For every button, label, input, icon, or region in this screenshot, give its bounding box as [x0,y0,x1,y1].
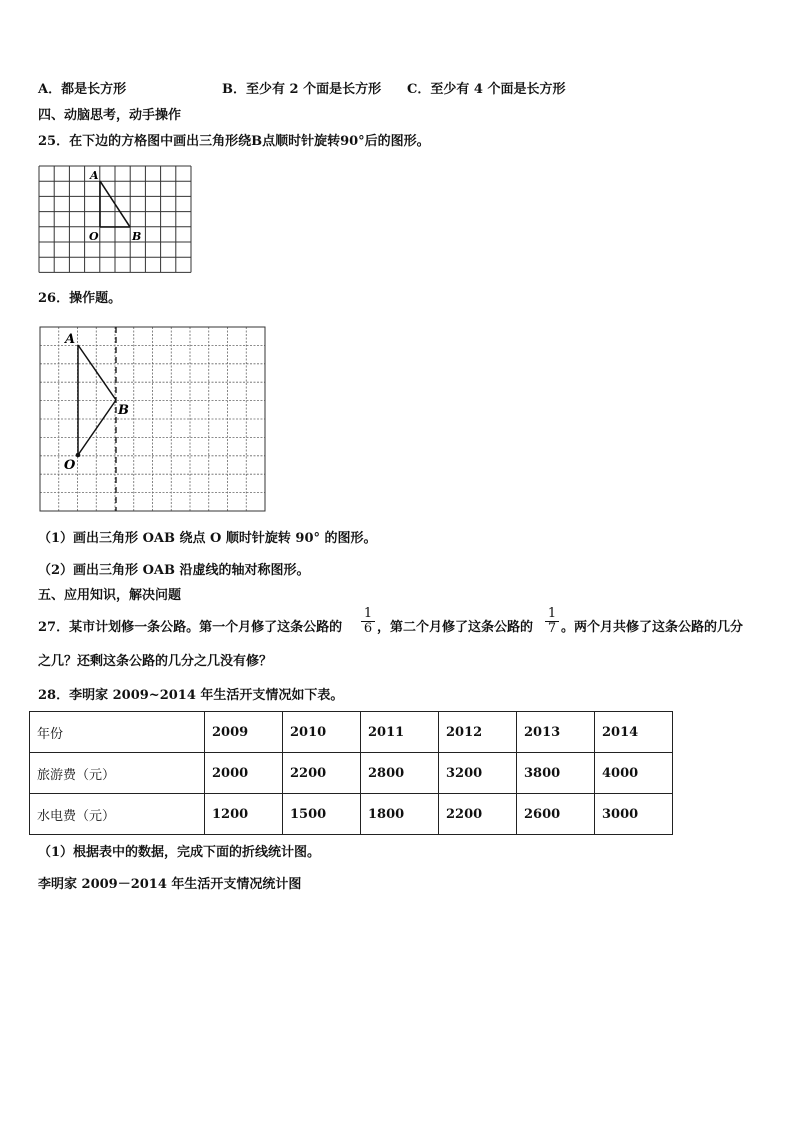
option-c: C．至少有 4 个面是长方形 [407,82,566,97]
q27-part2: ，第二个月修了这条公路的 [377,620,534,635]
q26-sub1: （1）画出三角形 OAB 绕点 O 顺时针旋转 90° 的图形。 [38,531,377,546]
table-cell: 2200 [439,794,517,835]
q26-sub2: （2）画出三角形 OAB 沿虚线的轴对称图形。 [38,563,310,578]
q27-part1: 27．某市计划修一条公路。第一个月修了这条公路的 [38,620,343,635]
table-cell: 3800 [517,753,595,794]
q26-grid-lines [40,327,265,511]
q27-frac1-numerator: 1 [361,607,375,622]
q27-fraction-2 [545,607,559,636]
table-cell: 2200 [283,753,361,794]
table-cell: 1200 [205,794,283,835]
q28-title: 28．李明家 2009~2014 年生活开支情况如下表。 [38,688,344,703]
q26-side-bo [78,400,116,455]
table-cell: 2800 [361,753,439,794]
option-b: B．至少有 2 个面是长方形 [222,82,382,97]
q25-text: 25．在下边的方格图中画出三角形绕B点顺时针旋转90°后的图形。 [38,134,430,149]
q27-part3: 。两个月共修了这条公路的几分 [561,620,744,635]
table-header-cell: 2009 [205,712,283,753]
section5-title: 五、应用知识，解决问题 [38,588,182,603]
table-header-cell: 2014 [595,712,673,753]
q28-sub1: （1）根据表中的数据，完成下面的折线统计图。 [38,845,321,860]
table-row [30,753,673,794]
q26-label-a: A [65,332,76,347]
table-cell: 1500 [283,794,361,835]
table-header-row [30,712,673,753]
table-header-cell: 2012 [439,712,517,753]
q26-point-o [76,453,81,458]
table-cell: 2600 [517,794,595,835]
q26-side-ab [78,345,116,400]
table-cell: 2000 [205,753,283,794]
q27-frac2-numerator: 1 [545,607,559,622]
expense-table [29,711,673,835]
q26-title: 26．操作题。 [38,291,122,306]
table-header-cell: 2013 [517,712,595,753]
table-cell: 旅游费（元） [30,753,205,794]
q28-chart-title: 李明家 2009－2014 年生活开支情况统计图 [38,877,302,892]
q25-grid-lines [39,166,191,272]
q27-frac1-denominator: 6 [363,621,373,636]
q27-line2: 之几？还剩这条公路的几分之几没有修？ [38,654,273,669]
q25-label-b: B [132,230,142,243]
table-header-cell: 2011 [361,712,439,753]
q25-grid-figure [39,166,193,274]
q26-label-b: B [118,403,129,418]
table-cell: 3200 [439,753,517,794]
q26-grid-figure [40,327,266,512]
table-header-cell: 年份 [30,712,205,753]
option-a: A．都是长方形 [38,82,127,97]
q26-label-o: O [64,458,76,473]
table-cell: 4000 [595,753,673,794]
q27-frac2-denominator: 7 [547,621,557,636]
table-header-cell: 2010 [283,712,361,753]
q25-label-o: O [89,230,99,243]
table-cell: 1800 [361,794,439,835]
table-cell: 3000 [595,794,673,835]
q27-fraction-1 [361,607,375,636]
q25-label-a: A [90,169,99,182]
table-cell: 水电费（元） [30,794,205,835]
table-row [30,794,673,835]
section4-title: 四、动脑思考，动手操作 [38,108,182,123]
